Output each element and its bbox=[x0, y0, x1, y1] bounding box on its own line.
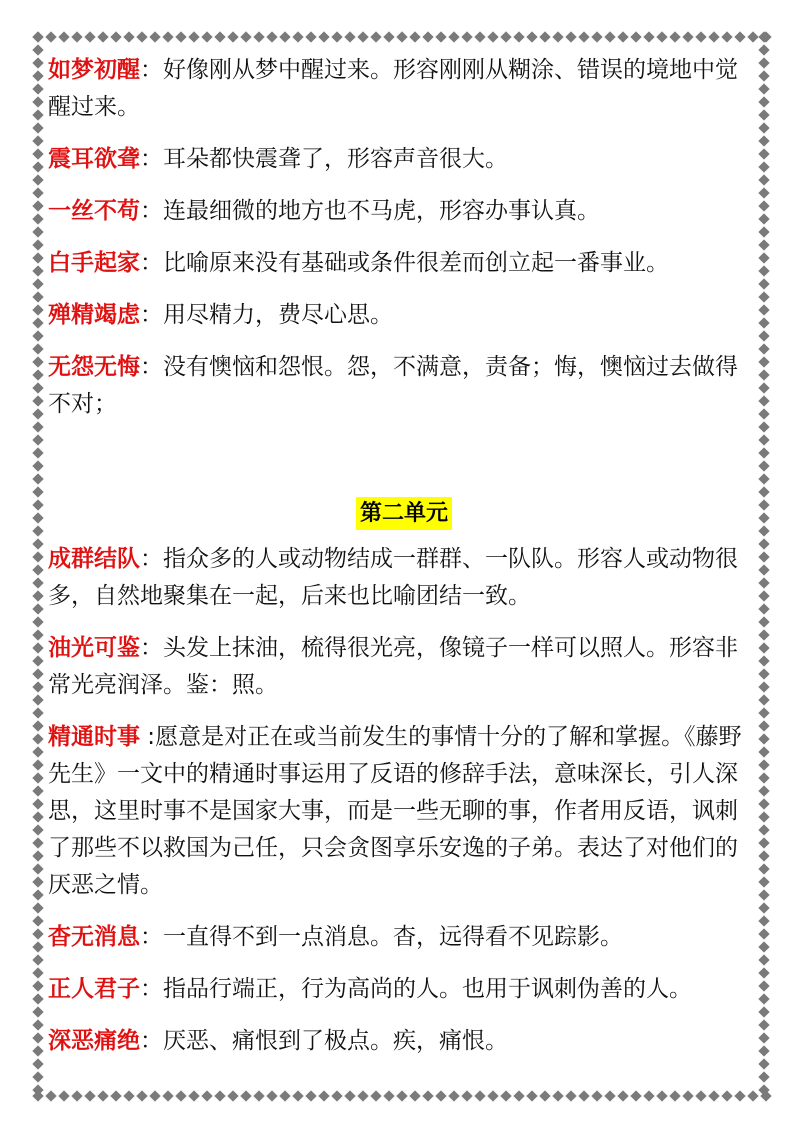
diamond-icon bbox=[721, 31, 732, 42]
diamond-icon bbox=[344, 1090, 355, 1101]
idiom-entry bbox=[48, 52, 760, 126]
idiom-term: 殚精竭虑 bbox=[48, 302, 140, 328]
diamond-icon bbox=[513, 31, 524, 42]
diamond-icon bbox=[32, 291, 43, 302]
idiom-entry bbox=[48, 630, 760, 704]
diamond-icon bbox=[32, 278, 43, 289]
diamond-icon bbox=[32, 993, 43, 1004]
diamond-icon bbox=[617, 31, 628, 42]
diamond-icon bbox=[305, 1090, 316, 1101]
diamond-icon bbox=[149, 31, 160, 42]
document-page bbox=[48, 52, 760, 1075]
diamond-icon bbox=[266, 31, 277, 42]
diamond-icon bbox=[32, 70, 43, 81]
diamond-icon bbox=[422, 1090, 433, 1101]
idiom-definition: 指众多的人或动物结成一群群、一队队。形容人或动物很多，自然地聚集在一起，后来也比喻团结一致。 bbox=[48, 546, 738, 609]
idiom-term: 正人君子 bbox=[48, 976, 140, 1002]
diamond-icon bbox=[32, 1019, 43, 1030]
diamond-icon bbox=[565, 31, 576, 42]
diamond-icon bbox=[188, 31, 199, 42]
diamond-icon bbox=[136, 1090, 147, 1101]
idiom-term: 如梦初醒 bbox=[48, 57, 140, 83]
diamond-icon bbox=[32, 915, 43, 926]
diamond-icon bbox=[500, 1090, 511, 1101]
diamond-icon bbox=[32, 655, 43, 666]
diamond-icon bbox=[292, 1090, 303, 1101]
diamond-icon bbox=[32, 382, 43, 393]
idiom-term: 白手起家 bbox=[48, 250, 140, 276]
diamond-icon bbox=[136, 31, 147, 42]
diamond-icon bbox=[123, 1090, 134, 1101]
diamond-icon bbox=[32, 1045, 43, 1056]
diamond-icon bbox=[45, 31, 56, 42]
diamond-icon bbox=[32, 928, 43, 939]
diamond-icon bbox=[32, 252, 43, 263]
diamond-icon bbox=[32, 486, 43, 497]
diamond-icon bbox=[32, 473, 43, 484]
diamond-icon bbox=[32, 811, 43, 822]
diamond-icon bbox=[32, 629, 43, 640]
diamond-icon bbox=[448, 31, 459, 42]
diamond-icon bbox=[695, 31, 706, 42]
diamond-icon bbox=[32, 538, 43, 549]
separator: ： bbox=[140, 198, 163, 224]
diamond-icon bbox=[32, 967, 43, 978]
diamond-icon bbox=[32, 304, 43, 315]
separator: ： bbox=[140, 57, 163, 83]
diamond-icon bbox=[32, 746, 43, 757]
diamond-icon bbox=[758, 1084, 769, 1095]
diamond-icon bbox=[32, 616, 43, 627]
diamond-icon bbox=[32, 863, 43, 874]
diamond-icon bbox=[383, 1090, 394, 1101]
diamond-icon bbox=[58, 31, 69, 42]
diamond-icon bbox=[539, 1090, 550, 1101]
diamond-icon bbox=[32, 31, 43, 42]
diamond-icon bbox=[32, 889, 43, 900]
idiom-definition: 连最细微的地方也不马虎，形容办事认真。 bbox=[163, 198, 600, 224]
diamond-icon bbox=[32, 1032, 43, 1043]
diamond-icon bbox=[253, 1090, 264, 1101]
diamond-icon bbox=[32, 200, 43, 211]
diamond-icon bbox=[32, 902, 43, 913]
diamond-icon bbox=[552, 31, 563, 42]
diamond-icon bbox=[32, 1058, 43, 1069]
diamond-icon bbox=[331, 1090, 342, 1101]
separator: ： bbox=[140, 146, 163, 172]
diamond-icon bbox=[32, 356, 43, 367]
diamond-icon bbox=[32, 499, 43, 510]
diamond-icon bbox=[32, 330, 43, 341]
idiom-definition: 厌恶、痛恨到了极点。疾，痛恨。 bbox=[163, 1028, 508, 1054]
diamond-icon bbox=[539, 31, 550, 42]
diamond-icon bbox=[396, 1090, 407, 1101]
diamond-icon bbox=[175, 1090, 186, 1101]
section-1 bbox=[48, 52, 760, 423]
diamond-icon bbox=[474, 31, 485, 42]
diamond-icon bbox=[32, 395, 43, 406]
separator: ： bbox=[140, 354, 163, 380]
diamond-icon bbox=[32, 980, 43, 991]
diamond-icon bbox=[643, 1090, 654, 1101]
diamond-icon bbox=[188, 1090, 199, 1101]
diamond-icon bbox=[240, 31, 251, 42]
diamond-icon bbox=[97, 31, 108, 42]
diamond-icon bbox=[32, 148, 43, 159]
diamond-icon bbox=[487, 1090, 498, 1101]
diamond-icon bbox=[669, 31, 680, 42]
diamond-icon bbox=[32, 577, 43, 588]
diamond-icon bbox=[32, 551, 43, 562]
diamond-icon bbox=[32, 590, 43, 601]
idiom-definition: 头发上抹油，梳得很光亮，像镜子一样可以照人。形容非常光亮润泽。鉴：照。 bbox=[48, 635, 738, 698]
diamond-icon bbox=[591, 1090, 602, 1101]
diamond-icon bbox=[97, 1090, 108, 1101]
diamond-icon bbox=[32, 317, 43, 328]
idiom-term: 震耳欲聋 bbox=[48, 146, 140, 172]
idiom-definition: 用尽精力，费尽心思。 bbox=[163, 302, 393, 328]
diamond-icon bbox=[32, 772, 43, 783]
diamond-icon bbox=[32, 694, 43, 705]
idiom-term: 成群结队 bbox=[48, 546, 140, 572]
idiom-entry bbox=[48, 141, 760, 178]
diamond-icon bbox=[526, 31, 537, 42]
diamond-icon bbox=[32, 408, 43, 419]
diamond-icon bbox=[201, 31, 212, 42]
diamond-icon bbox=[656, 31, 667, 42]
diamond-icon bbox=[58, 1090, 69, 1101]
diamond-icon bbox=[318, 1090, 329, 1101]
diamond-icon bbox=[591, 31, 602, 42]
border-top bbox=[31, 30, 772, 42]
diamond-icon bbox=[357, 1090, 368, 1101]
diamond-icon bbox=[32, 512, 43, 523]
diamond-icon bbox=[409, 1090, 420, 1101]
diamond-icon bbox=[578, 1090, 589, 1101]
diamond-icon bbox=[708, 1090, 719, 1101]
diamond-icon bbox=[32, 213, 43, 224]
idiom-term: 精通时事 bbox=[48, 724, 140, 750]
idiom-definition: 没有懊恼和怨恨。怨，不满意，责备；悔，懊恼过去做得不对； bbox=[48, 354, 738, 417]
diamond-icon bbox=[448, 1090, 459, 1101]
diamond-icon bbox=[32, 785, 43, 796]
diamond-icon bbox=[149, 1090, 160, 1101]
idiom-entry bbox=[48, 971, 760, 1008]
diamond-icon bbox=[695, 1090, 706, 1101]
border-left bbox=[31, 30, 43, 1096]
idiom-entry bbox=[48, 193, 760, 230]
diamond-icon bbox=[32, 733, 43, 744]
diamond-icon bbox=[422, 31, 433, 42]
diamond-icon bbox=[32, 837, 43, 848]
section-heading bbox=[48, 496, 760, 527]
diamond-icon bbox=[32, 720, 43, 731]
diamond-icon bbox=[84, 1090, 95, 1101]
diamond-icon bbox=[552, 1090, 563, 1101]
diamond-icon bbox=[32, 876, 43, 887]
diamond-icon bbox=[318, 31, 329, 42]
separator: ： bbox=[140, 1028, 163, 1054]
diamond-icon bbox=[526, 1090, 537, 1101]
idiom-entry bbox=[48, 919, 760, 956]
diamond-icon bbox=[32, 265, 43, 276]
diamond-icon bbox=[682, 31, 693, 42]
diamond-icon bbox=[279, 31, 290, 42]
diamond-icon bbox=[45, 1090, 56, 1101]
diamond-icon bbox=[32, 642, 43, 653]
diamond-icon bbox=[32, 122, 43, 133]
diamond-icon bbox=[344, 31, 355, 42]
diamond-icon bbox=[32, 44, 43, 55]
diamond-icon bbox=[32, 109, 43, 120]
diamond-icon bbox=[32, 226, 43, 237]
diamond-icon bbox=[565, 1090, 576, 1101]
diamond-icon bbox=[84, 31, 95, 42]
diamond-icon bbox=[721, 1090, 732, 1101]
idiom-term: 无怨无悔 bbox=[48, 354, 140, 380]
diamond-icon bbox=[266, 1090, 277, 1101]
diamond-icon bbox=[32, 174, 43, 185]
diamond-icon bbox=[240, 1090, 251, 1101]
diamond-icon bbox=[617, 1090, 628, 1101]
separator: : bbox=[140, 724, 156, 750]
idiom-definition: 好像刚从梦中醒过来。形容刚刚从糊涂、错误的境地中觉醒过来。 bbox=[48, 57, 738, 120]
section-2 bbox=[48, 541, 760, 1060]
diamond-icon bbox=[409, 31, 420, 42]
diamond-icon bbox=[734, 31, 745, 42]
diamond-icon bbox=[32, 187, 43, 198]
diamond-icon bbox=[435, 31, 446, 42]
diamond-icon bbox=[32, 369, 43, 380]
diamond-icon bbox=[32, 434, 43, 445]
diamond-icon bbox=[32, 564, 43, 575]
idiom-entry bbox=[48, 1023, 760, 1060]
idiom-definition: 指品行端正，行为高尚的人。也用于讽刺伪善的人。 bbox=[163, 976, 692, 1002]
diamond-icon bbox=[604, 1090, 615, 1101]
idiom-entry bbox=[48, 719, 760, 904]
diamond-icon bbox=[227, 31, 238, 42]
diamond-icon bbox=[682, 1090, 693, 1101]
diamond-icon bbox=[32, 1084, 43, 1095]
diamond-icon bbox=[383, 31, 394, 42]
diamond-icon bbox=[32, 1071, 43, 1082]
diamond-icon bbox=[305, 31, 316, 42]
diamond-icon bbox=[214, 31, 225, 42]
diamond-icon bbox=[227, 1090, 238, 1101]
diamond-icon bbox=[32, 850, 43, 861]
diamond-icon bbox=[253, 31, 264, 42]
diamond-icon bbox=[32, 460, 43, 471]
border-bottom bbox=[31, 1089, 772, 1101]
diamond-icon bbox=[32, 135, 43, 146]
diamond-icon bbox=[201, 1090, 212, 1101]
idiom-term: 一丝不苟 bbox=[48, 198, 140, 224]
diamond-icon bbox=[292, 31, 303, 42]
diamond-icon bbox=[110, 31, 121, 42]
diamond-icon bbox=[630, 31, 641, 42]
diamond-icon bbox=[32, 57, 43, 68]
idiom-entry bbox=[48, 297, 760, 334]
diamond-icon bbox=[32, 525, 43, 536]
section-title-highlight: 第二单元 bbox=[356, 497, 452, 530]
idiom-entry bbox=[48, 245, 760, 282]
separator: ： bbox=[140, 302, 163, 328]
separator: ： bbox=[140, 546, 163, 572]
diamond-icon bbox=[734, 1090, 745, 1101]
diamond-icon bbox=[32, 239, 43, 250]
idiom-definition: 比喻原来没有基础或条件很差而创立起一番事业。 bbox=[163, 250, 669, 276]
diamond-icon bbox=[32, 83, 43, 94]
idiom-entry bbox=[48, 349, 760, 423]
diamond-icon bbox=[435, 1090, 446, 1101]
diamond-icon bbox=[32, 343, 43, 354]
separator: ： bbox=[140, 976, 163, 1002]
diamond-icon bbox=[331, 31, 342, 42]
diamond-icon bbox=[175, 31, 186, 42]
diamond-icon bbox=[162, 31, 173, 42]
diamond-icon bbox=[279, 1090, 290, 1101]
separator: ： bbox=[140, 635, 163, 661]
diamond-icon bbox=[32, 681, 43, 692]
idiom-term: 杳无消息 bbox=[48, 924, 140, 950]
diamond-icon bbox=[32, 96, 43, 107]
idiom-definition: 愿意是对正在或当前发生的事情十分的了解和掌握。《藤野先生》一文中的精通时事运用了反语的修辞手法，意味深长，引人深思，这里时事不是国家大事，而是一些无聊的事，作者用反语，讽刺了那些不以救国为己任，只会贪图享乐安逸的子弟。表达了对他们的厌恶之情。 bbox=[48, 724, 742, 898]
diamond-icon bbox=[32, 941, 43, 952]
diamond-icon bbox=[71, 1090, 82, 1101]
diamond-icon bbox=[578, 31, 589, 42]
diamond-icon bbox=[461, 1090, 472, 1101]
diamond-icon bbox=[669, 1090, 680, 1101]
diamond-icon bbox=[643, 31, 654, 42]
diamond-icon bbox=[758, 31, 769, 42]
diamond-icon bbox=[396, 31, 407, 42]
diamond-icon bbox=[500, 31, 511, 42]
diamond-icon bbox=[32, 824, 43, 835]
diamond-icon bbox=[32, 707, 43, 718]
diamond-icon bbox=[487, 31, 498, 42]
idiom-definition: 耳朵都快震聋了，形容声音很大。 bbox=[163, 146, 508, 172]
diamond-icon bbox=[32, 603, 43, 614]
diamond-icon bbox=[32, 161, 43, 172]
separator: ： bbox=[140, 924, 163, 950]
idiom-definition: 一直得不到一点消息。杳，远得看不见踪影。 bbox=[163, 924, 623, 950]
diamond-icon bbox=[604, 31, 615, 42]
diamond-icon bbox=[110, 1090, 121, 1101]
idiom-entry bbox=[48, 541, 760, 615]
diamond-icon bbox=[71, 31, 82, 42]
diamond-icon bbox=[370, 1090, 381, 1101]
diamond-icon bbox=[461, 31, 472, 42]
idiom-term: 深恶痛绝 bbox=[48, 1028, 140, 1054]
diamond-icon bbox=[656, 1090, 667, 1101]
diamond-icon bbox=[32, 668, 43, 679]
separator: ： bbox=[140, 250, 163, 276]
diamond-icon bbox=[513, 1090, 524, 1101]
diamond-icon bbox=[32, 447, 43, 458]
diamond-icon bbox=[32, 759, 43, 770]
diamond-icon bbox=[357, 31, 368, 42]
diamond-icon bbox=[162, 1090, 173, 1101]
diamond-icon bbox=[474, 1090, 485, 1101]
idiom-term: 油光可鉴 bbox=[48, 635, 140, 661]
diamond-icon bbox=[370, 31, 381, 42]
diamond-icon bbox=[214, 1090, 225, 1101]
diamond-icon bbox=[630, 1090, 641, 1101]
diamond-icon bbox=[708, 31, 719, 42]
diamond-icon bbox=[123, 31, 134, 42]
diamond-icon bbox=[32, 954, 43, 965]
diamond-icon bbox=[32, 798, 43, 809]
diamond-icon bbox=[32, 421, 43, 432]
diamond-icon bbox=[32, 1006, 43, 1017]
